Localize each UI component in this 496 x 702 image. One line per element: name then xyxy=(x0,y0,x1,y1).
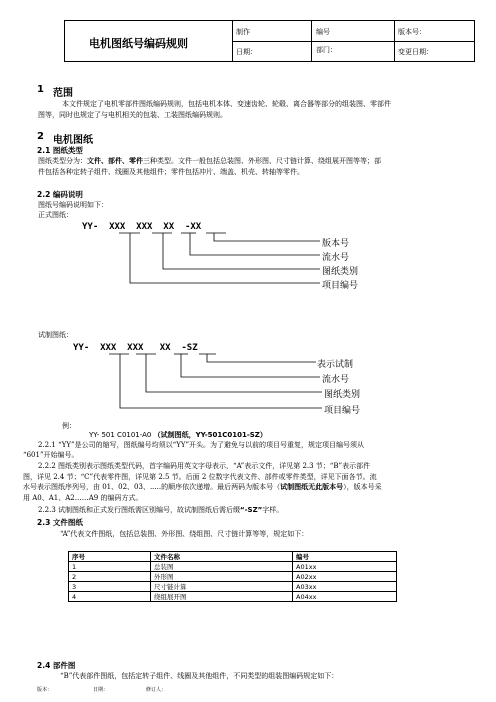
table-cell: A01xx xyxy=(293,562,397,572)
para-2-2-2-line4: 用 A0、A1、A2……A9 的编码方式。 xyxy=(23,494,143,502)
para-2-2-2-line2: 图，详见 2.4 节；“C”代表零件图，详见第 2.5 节。后面 2 位数字代表文件、部件或零件类型，详见下面各节。流 xyxy=(23,473,377,481)
formal-drawing-label: 正式图纸： xyxy=(38,211,73,219)
trial-label-project: 项目编号 xyxy=(324,406,361,416)
table-row xyxy=(69,562,397,572)
version-label: 版本号： xyxy=(398,28,426,36)
section-2-1-title: 2.1 图纸类型 xyxy=(37,146,83,155)
section-1-para-line2: 图等，同时也规定了与电机相关的包装、工装图纸编码规则。 xyxy=(38,111,227,119)
trial-code: YY- XXX XXX XX -SZ xyxy=(73,343,198,353)
section-2-3-para: “A”代表文件图纸，包括总装图、外形图、绕组图、尺寸链计算等等，规定如下： xyxy=(60,530,309,538)
document-title: 电机图纸号编码规则 xyxy=(89,37,188,50)
footer-date: 日期： xyxy=(93,687,109,693)
table-cell: 3 xyxy=(69,582,151,592)
table-cell: A02xx xyxy=(293,572,397,582)
made-label: 制作 xyxy=(236,28,250,36)
formal-code: YY- XXX XXX XX -XX xyxy=(82,222,202,232)
table-cell: A04xx xyxy=(293,592,397,602)
table-header-name: 文件名称 xyxy=(151,552,293,562)
table-header-row xyxy=(69,552,397,562)
trial-label-serial: 流水号 xyxy=(322,375,350,385)
section-2-1-line2: 件包括各种定转子组件、线圈及其他组件；零件包括冲片、端盖、机壳、转轴等零件。 xyxy=(38,168,304,176)
example-label: 例： xyxy=(62,422,76,430)
formal-label-serial: 流水号 xyxy=(322,253,350,263)
table-cell: 外形图 xyxy=(151,572,293,582)
trial-label-trial: 表示试制 xyxy=(317,360,354,370)
table-cell: 2 xyxy=(69,572,151,582)
table-row xyxy=(69,592,397,602)
section-2-number: 2 xyxy=(37,131,44,142)
date-label: 日期： xyxy=(236,48,257,56)
table-cell: 4 xyxy=(69,592,151,602)
section-1-number: 1 xyxy=(37,84,44,95)
para-2-2-2-line3: 水号表示图纸序列号，由 01、02、03、.....的顺序依次递增。最后两码为版本号（试制图纸无此版本号），版本号采 xyxy=(23,483,382,491)
table-cell: 总装图 xyxy=(151,562,293,572)
section-2-3-title: 2.3 文件图纸 xyxy=(37,518,83,527)
dept-label: 部门： xyxy=(316,46,337,54)
section-1-title: 范围 xyxy=(53,88,73,99)
para-2-2-1-line2: “601”开始编号。 xyxy=(23,451,79,459)
table-row xyxy=(69,572,397,582)
footer-revised-by: 修订人： xyxy=(146,687,167,693)
table-cell: 绕组展开图 xyxy=(151,592,293,602)
change-date-label: 变更日期： xyxy=(398,48,433,56)
formal-label-version: 版本号 xyxy=(322,239,350,249)
encoding-intro: 图纸号编码说明如下： xyxy=(38,201,108,209)
table-header-code: 编号 xyxy=(293,552,397,562)
footer-version: 版本： xyxy=(37,687,53,693)
trial-label-category: 图纸类别 xyxy=(324,390,361,400)
para-2-2-1-line1: 2.2.1 “YY”是公司的缩写，图纸编号均须以“YY”开头。为了避免与以前的项目号重复，规定项目编号须从 xyxy=(38,441,365,449)
code-label: 编号 xyxy=(316,28,330,36)
para-2-2-3: 2.2.3 试制图纸和正式发行图纸需区别编号，故试制图纸后需后缀“-SZ”字样。 xyxy=(38,506,284,514)
formal-label-project: 项目编号 xyxy=(322,281,359,291)
formal-label-category: 图纸类别 xyxy=(322,267,359,277)
section-2-2-title: 2.2 编码说明 xyxy=(37,190,83,199)
section-2-1-line1: 图纸类型分为：文件、部件、零件三种类型。文件一般包括总装图、外形图、尺寸链计算、绕组展开图等等；部 xyxy=(38,157,381,165)
table-cell: 1 xyxy=(69,562,151,572)
trial-drawing-label: 试制图纸： xyxy=(38,331,73,339)
section-2-4-title: 2.4 部件图 xyxy=(37,661,76,670)
table-header-index: 序号 xyxy=(69,552,151,562)
section-2-4-para: “B”代表部件图纸，包括定转子组件、线圈及其他组件，不同类型的组装图编码规定如下： xyxy=(60,672,339,680)
section-2-title: 电机图纸 xyxy=(53,135,93,146)
table-row xyxy=(69,582,397,592)
para-2-2-2-line1: 2.2.2 图纸类别表示图纸类型代码，首字编码用英文字母表示，“A”表示文件，详见第 2.3 节；“B”表示部件 xyxy=(38,462,371,470)
table-cell: A03xx xyxy=(293,582,397,592)
example-code: YY- 501 C0101-A0 （试制图纸，YY-501C0101-SZ） xyxy=(89,431,267,439)
file-drawings-table xyxy=(68,551,397,602)
table-cell: 尺寸链计算 xyxy=(151,582,293,592)
section-1-para-line1: 本文件规定了电机零部件图纸编码规则，包括电机本体、变速齿轮、轮毂、离合器等部分的组装图、零部件 xyxy=(62,100,391,108)
